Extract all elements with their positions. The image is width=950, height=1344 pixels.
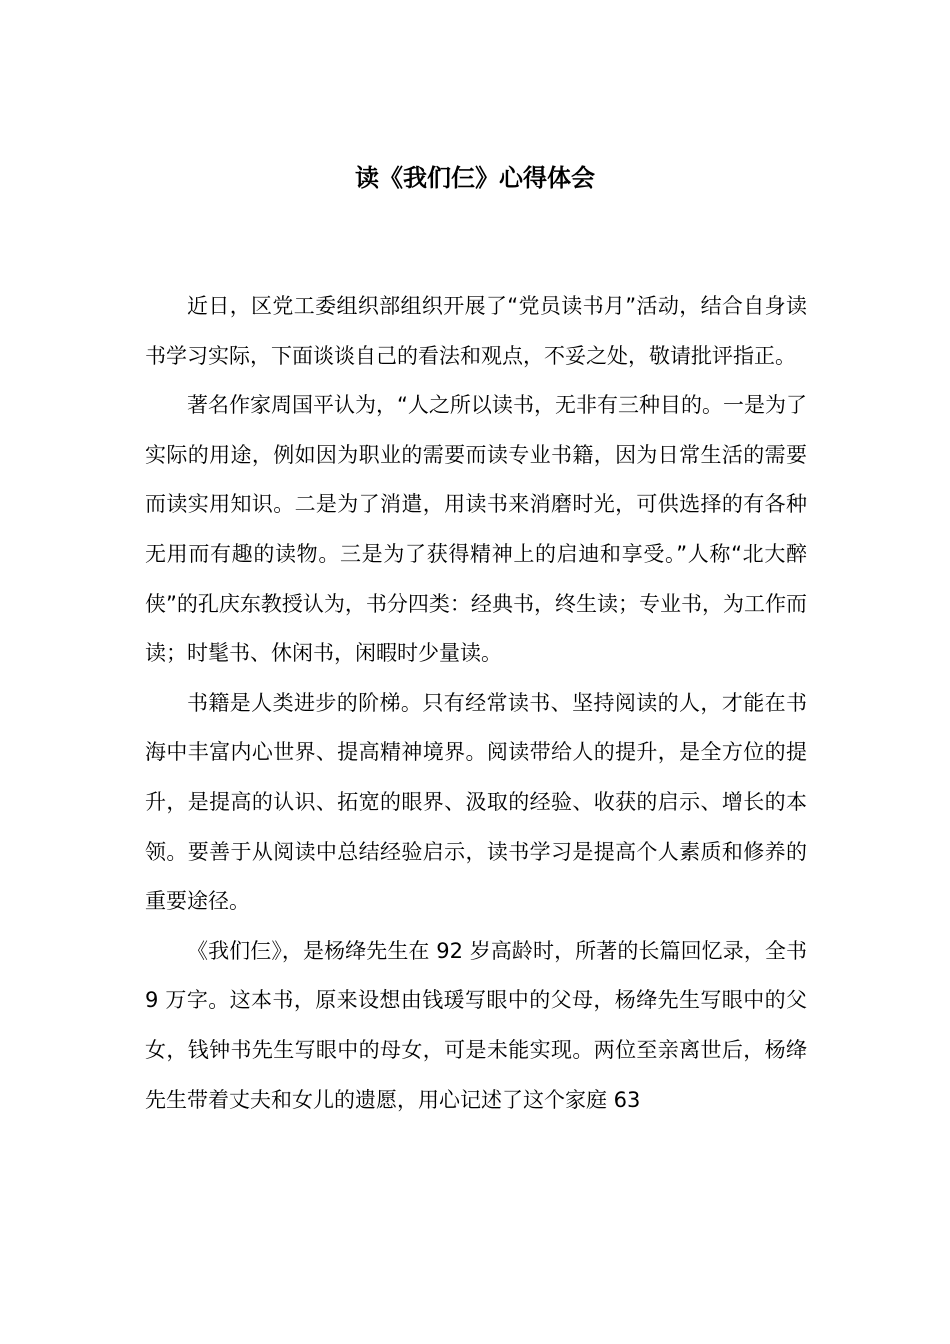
paragraph: 著名作家周国平认为，“人之所以读书，无非有三种目的。一是为了实际的用途，例如因为职业的需要而读专业书籍，因为日常生活的需要而读实用知识。二是为了消遣，用读书来消磨时光，可供选择的有各种无用而有趣的读物。三是为了获得精神上的启迪和享受。”人称“北大醉侠”的孔庆东教授认为，书分四类：经典书，终生读；专业书，为工作而读；时髦书、休闲书，闲暇时少量读。: [145, 393, 807, 666]
paragraph: 近日，区党工委组织部组织开展了“党员读书月”活动，结合自身读书学习实际，下面谈谈自己的看法和观点，不妥之处，敬请批评指正。: [145, 294, 807, 368]
document-title: 读《我们仨》心得体会: [355, 164, 595, 192]
paragraph: 《我们仨》，是杨绛先生在 92 岁高龄时，所著的长篇回忆录，全书 9 万字。这本书，原来设想由钱瑗写眼中的父母，杨绛先生写眼中的父女，钱钟书先生写眼中的母女，可是未能实现。两位至亲离世后，杨绛先生带着丈夫和女儿的遗愿，用心记述了这个家庭 63: [145, 938, 807, 1112]
paragraph: 书籍是人类进步的阶梯。只有经常读书、坚持阅读的人，才能在书海中丰富内心世界、提高精神境界。阅读带给人的提升，是全方位的提升，是提高的认识、拓宽的眼界、汲取的经验、收获的启示、增长的本领。要善于从阅读中总结经验启示，读书学习是提高个人素质和修养的重要途径。: [145, 690, 807, 914]
document-body: [145, 282, 807, 1125]
